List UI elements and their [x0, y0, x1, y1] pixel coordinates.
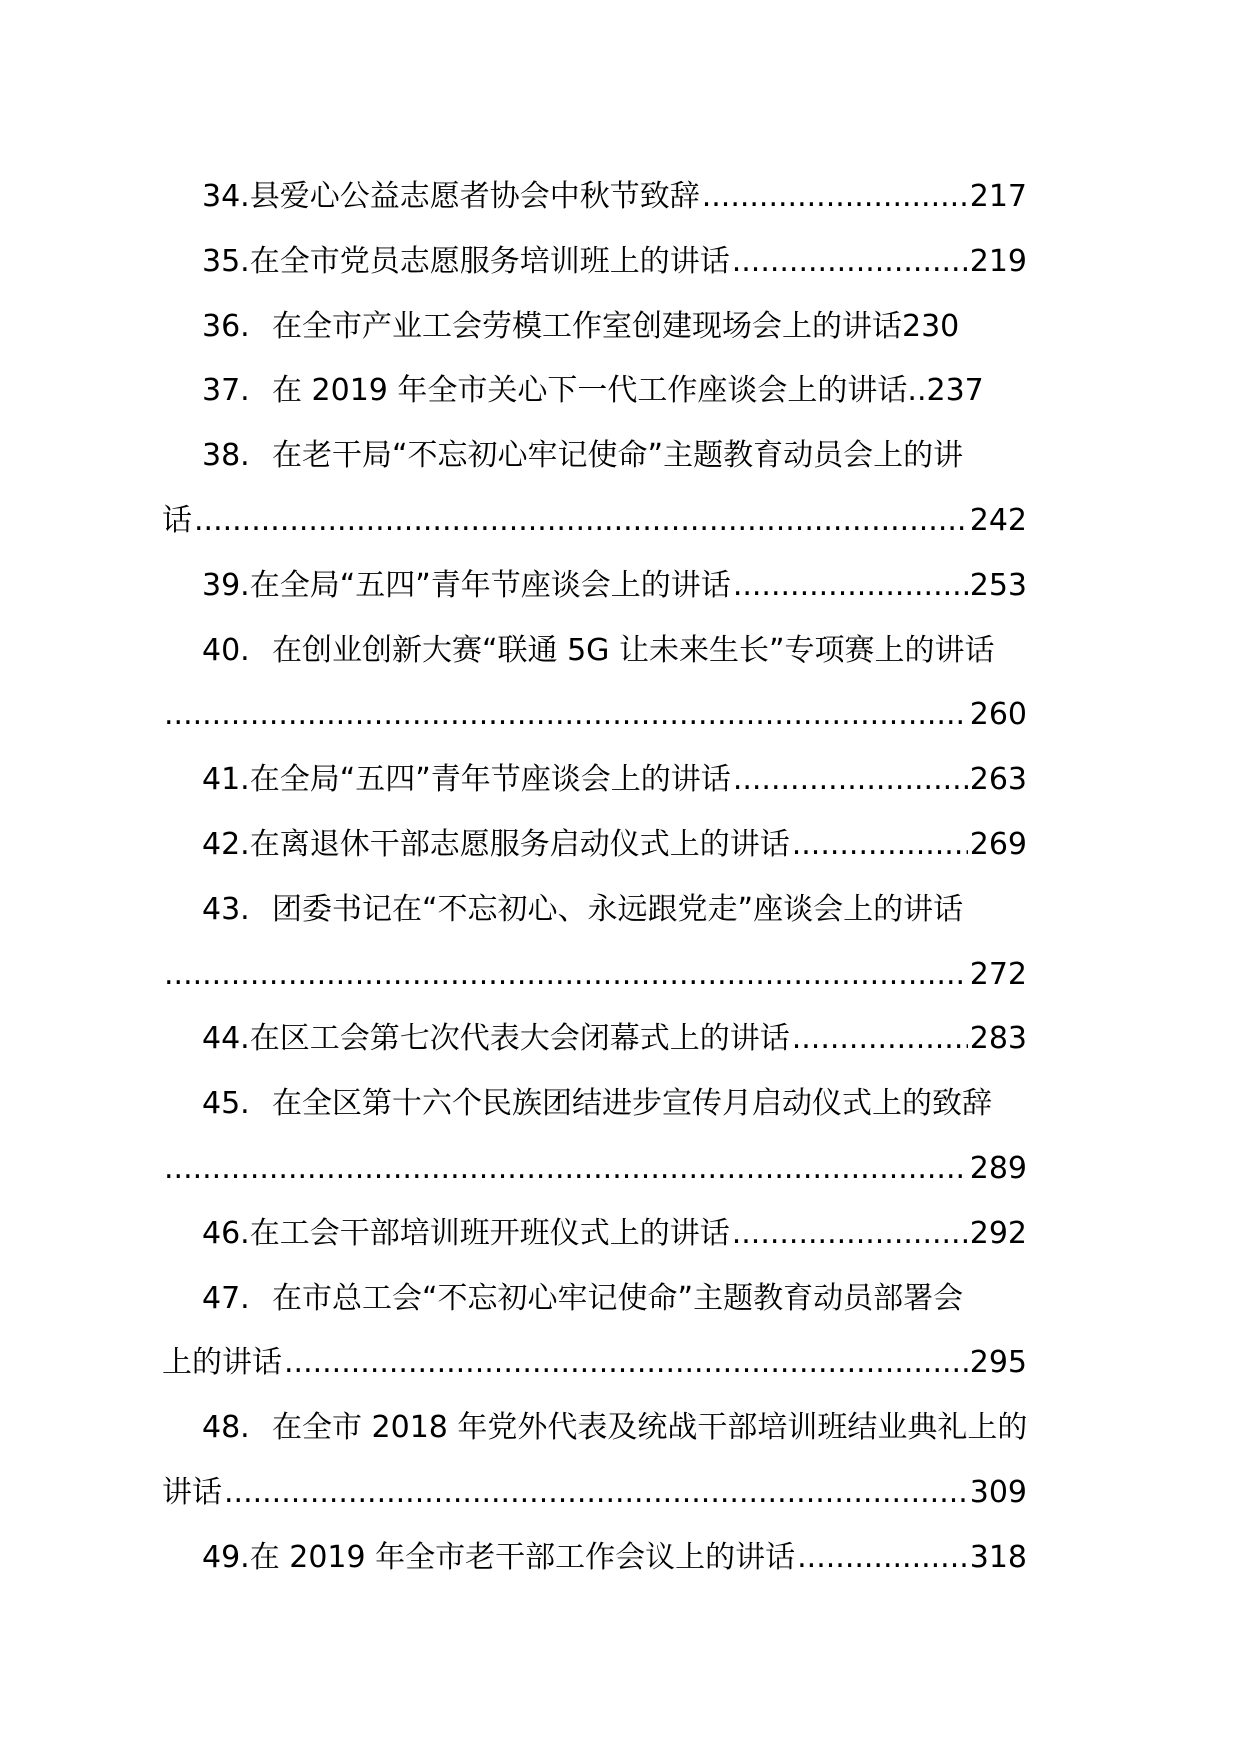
entry-number: 36. — [202, 308, 250, 344]
entry-title: 在区工会第七次代表大会闭幕式上的讲话 — [249, 1021, 790, 1057]
toc-line-continued — [162, 489, 1027, 554]
toc-line — [162, 1007, 1027, 1072]
dot-leader — [284, 1331, 968, 1396]
page-number: 309 — [969, 1474, 1027, 1510]
toc-line — [162, 748, 1027, 813]
entry-number: 43. — [202, 891, 250, 927]
dot-leader — [164, 683, 968, 748]
page-number: 253 — [969, 567, 1027, 603]
entry-number: 42. — [202, 826, 250, 862]
dot-leader — [733, 554, 968, 619]
entry-title: 在 2019 年全市老干部工作会议上的讲话 — [249, 1539, 796, 1575]
entry-number: 38. — [202, 438, 250, 474]
toc-line — [162, 1202, 1027, 1267]
toc-line — [162, 878, 1027, 943]
dot-leader — [733, 748, 968, 813]
table-of-contents — [162, 165, 1027, 1591]
toc-line — [162, 424, 1027, 489]
toc-entry — [162, 1072, 1027, 1202]
entry-title: 在老干局“不忘初心牢记使命”主题教育动员会上的讲 — [272, 438, 964, 474]
dot-leader — [797, 1526, 968, 1591]
entry-number: 44. — [202, 1021, 250, 1057]
toc-line — [162, 1526, 1027, 1591]
entry-title-continued: 话 — [162, 502, 192, 538]
toc-entry — [162, 165, 1027, 230]
toc-entry — [162, 748, 1027, 813]
toc-entry — [162, 1396, 1027, 1526]
toc-entry — [162, 359, 1027, 424]
entry-title: 在全局“五四”青年节座谈会上的讲话 — [249, 762, 731, 798]
page-number: 260 — [969, 697, 1027, 733]
toc-line-continued — [162, 943, 1027, 1008]
entry-title: 在全市 2018 年党外代表及统战干部培训班结业典礼上的 — [272, 1410, 1027, 1446]
entry-number: 48. — [202, 1410, 250, 1446]
dot-leader — [732, 1202, 968, 1267]
toc-line — [162, 554, 1027, 619]
page-number: 295 — [969, 1345, 1027, 1381]
toc-line-continued — [162, 1331, 1027, 1396]
toc-line — [162, 1072, 1027, 1137]
toc-line — [162, 813, 1027, 878]
entry-number: 34. — [202, 179, 250, 214]
page-number: 230 — [902, 308, 960, 344]
page-number: 272 — [969, 956, 1027, 992]
page-number: 219 — [969, 243, 1027, 279]
entry-title: 县爱心公益志愿者协会中秋节致辞 — [249, 179, 700, 214]
dot-leader — [164, 1137, 968, 1202]
entry-title: 在全局“五四”青年节座谈会上的讲话 — [249, 567, 731, 603]
page-number: 242 — [969, 502, 1027, 538]
entry-title: 在全市党员志愿服务培训班上的讲话 — [249, 243, 730, 279]
toc-entry — [162, 230, 1027, 295]
toc-line — [162, 359, 1027, 424]
page-number: 283 — [969, 1021, 1027, 1057]
dot-leader — [702, 165, 968, 230]
entry-title: 在全市产业工会劳模工作室创建现场会上的讲话 — [272, 308, 902, 344]
toc-line-continued — [162, 1461, 1027, 1526]
toc-entry — [162, 813, 1027, 878]
page-number: 269 — [969, 826, 1027, 862]
toc-entry — [162, 878, 1027, 1008]
toc-entry — [162, 619, 1027, 749]
entry-title: 在市总工会“不忘初心牢记使命”主题教育动员部署会 — [272, 1280, 964, 1316]
entry-number: 47. — [202, 1280, 250, 1316]
entry-number: 39. — [202, 567, 250, 603]
toc-line — [162, 619, 1027, 684]
toc-line — [162, 230, 1027, 295]
toc-line — [162, 1396, 1027, 1461]
entry-title: 在工会干部培训班开班仪式上的讲话 — [249, 1215, 730, 1251]
toc-line — [162, 165, 1027, 230]
entry-title: 在创业创新大赛“联通 5G 让未来生长”专项赛上的讲话 — [272, 632, 995, 668]
dot-leader — [792, 813, 968, 878]
dot-leader — [164, 943, 968, 1008]
toc-line — [162, 295, 1027, 360]
dot-leader — [224, 1461, 968, 1526]
entry-title: 团委书记在“不忘初心、永远跟党走”座谈会上的讲话 — [272, 891, 964, 927]
entry-title: 在 2019 年全市关心下一代工作座谈会上的讲话. — [272, 373, 917, 409]
entry-number: 37. — [202, 373, 250, 409]
entry-number: 40. — [202, 632, 250, 668]
entry-number: 41. — [202, 762, 250, 798]
page-number: 263 — [969, 762, 1027, 798]
entry-title-continued: 讲话 — [162, 1474, 222, 1510]
dot-leader — [732, 230, 968, 295]
page-number: 318 — [969, 1539, 1027, 1575]
toc-line — [162, 1267, 1027, 1332]
entry-title: 在全区第十六个民族团结进步宣传月启动仪式上的致辞 — [272, 1086, 992, 1122]
toc-line-continued — [162, 1137, 1027, 1202]
toc-entry — [162, 424, 1027, 554]
toc-entry — [162, 1007, 1027, 1072]
entry-title: 在离退休干部志愿服务启动仪式上的讲话 — [249, 826, 790, 862]
entry-number: 35. — [202, 243, 250, 279]
toc-entry — [162, 1202, 1027, 1267]
page-number: 289 — [969, 1150, 1027, 1186]
entry-number: 49. — [202, 1539, 250, 1575]
entry-number: 46. — [202, 1215, 250, 1251]
page-number: .237 — [916, 373, 984, 409]
entry-number: 45. — [202, 1086, 250, 1122]
toc-entry — [162, 1267, 1027, 1397]
toc-entry — [162, 295, 1027, 360]
page-number: 292 — [969, 1215, 1027, 1251]
dot-leader — [194, 489, 968, 554]
toc-line-continued — [162, 683, 1027, 748]
entry-title-continued: 上的讲话 — [162, 1345, 282, 1381]
page-number: 217 — [969, 179, 1027, 214]
dot-leader — [792, 1007, 968, 1072]
toc-entry — [162, 554, 1027, 619]
toc-entry — [162, 1526, 1027, 1591]
